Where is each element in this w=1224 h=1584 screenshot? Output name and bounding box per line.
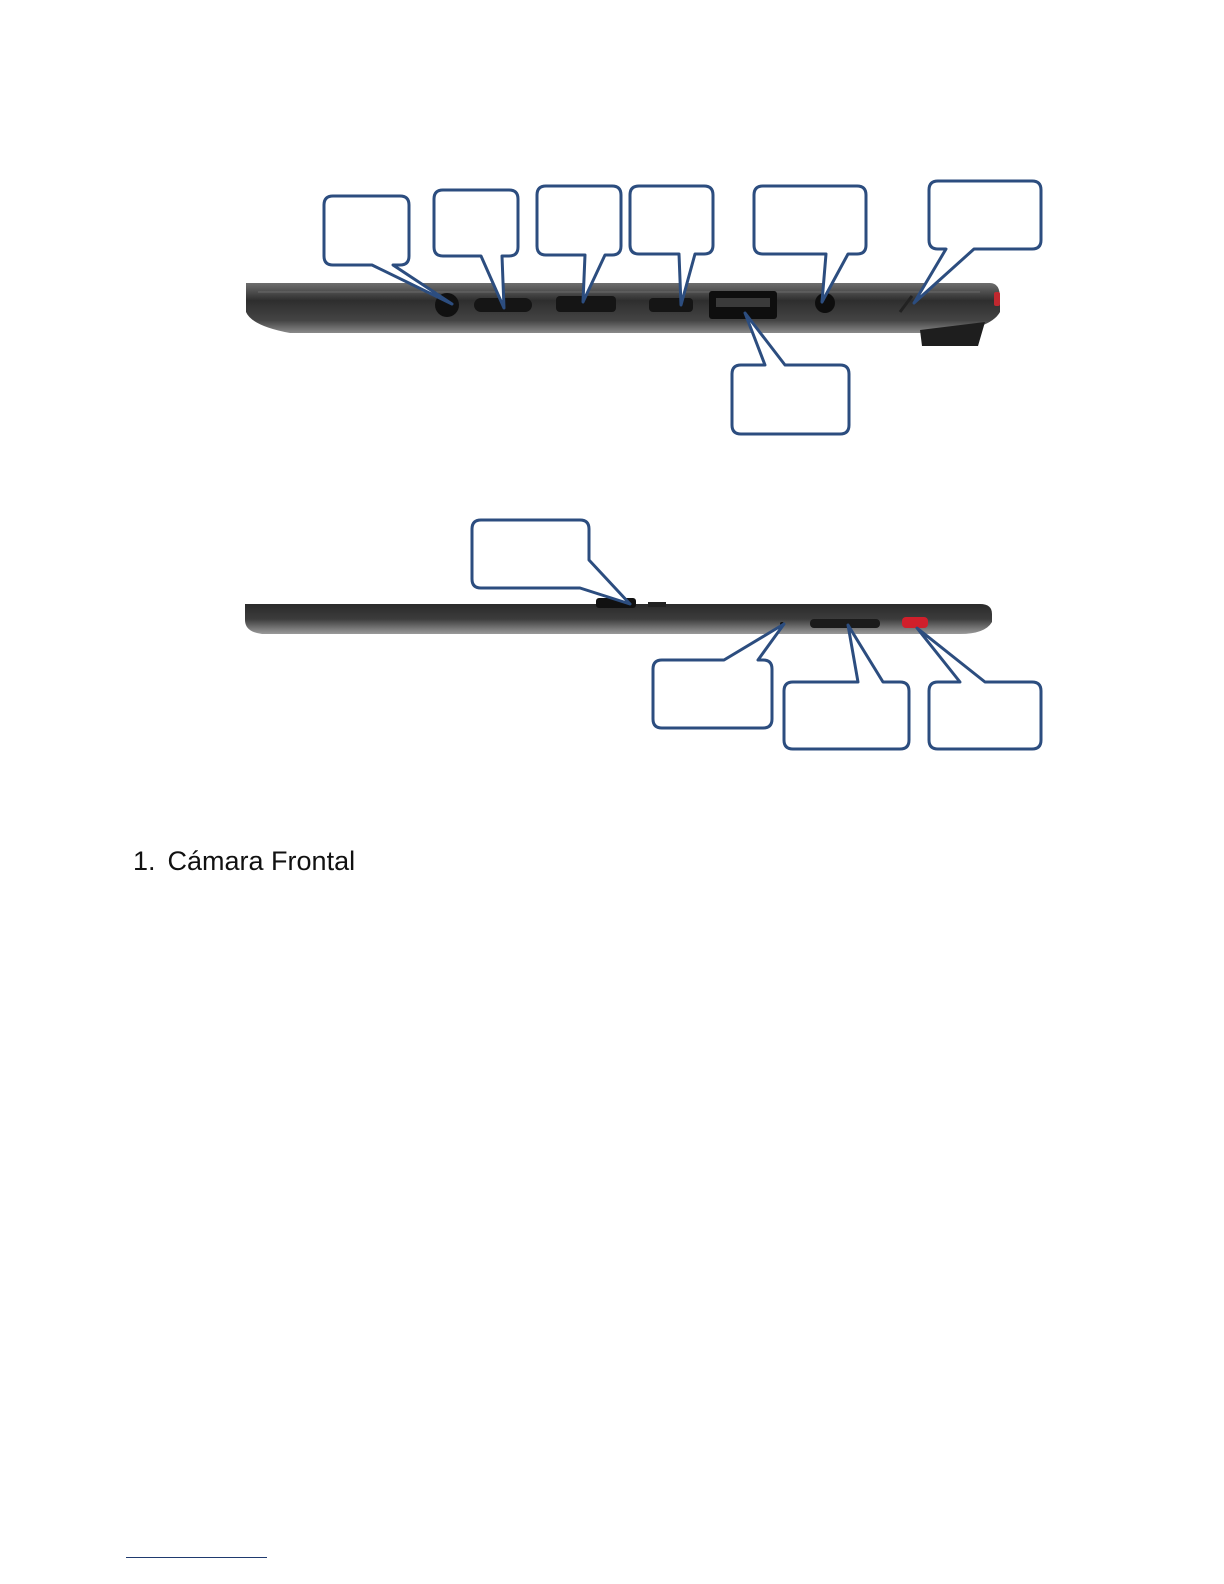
- device-side-view-ports: [246, 283, 1000, 346]
- list-item-number: 1.: [133, 846, 156, 876]
- list-item-text: Cámara Frontal: [167, 846, 356, 876]
- micro-usb-port: [649, 298, 693, 312]
- volume-buttons: [810, 619, 880, 628]
- callout-power: [917, 628, 1041, 749]
- callout-reset: [653, 624, 784, 728]
- device-top-view: [245, 598, 992, 634]
- footnote-separator: [126, 1557, 267, 1558]
- callout-volume: [784, 625, 909, 749]
- power-button: [902, 617, 928, 628]
- callout-front-camera: [472, 520, 630, 604]
- list-item: [133, 846, 355, 877]
